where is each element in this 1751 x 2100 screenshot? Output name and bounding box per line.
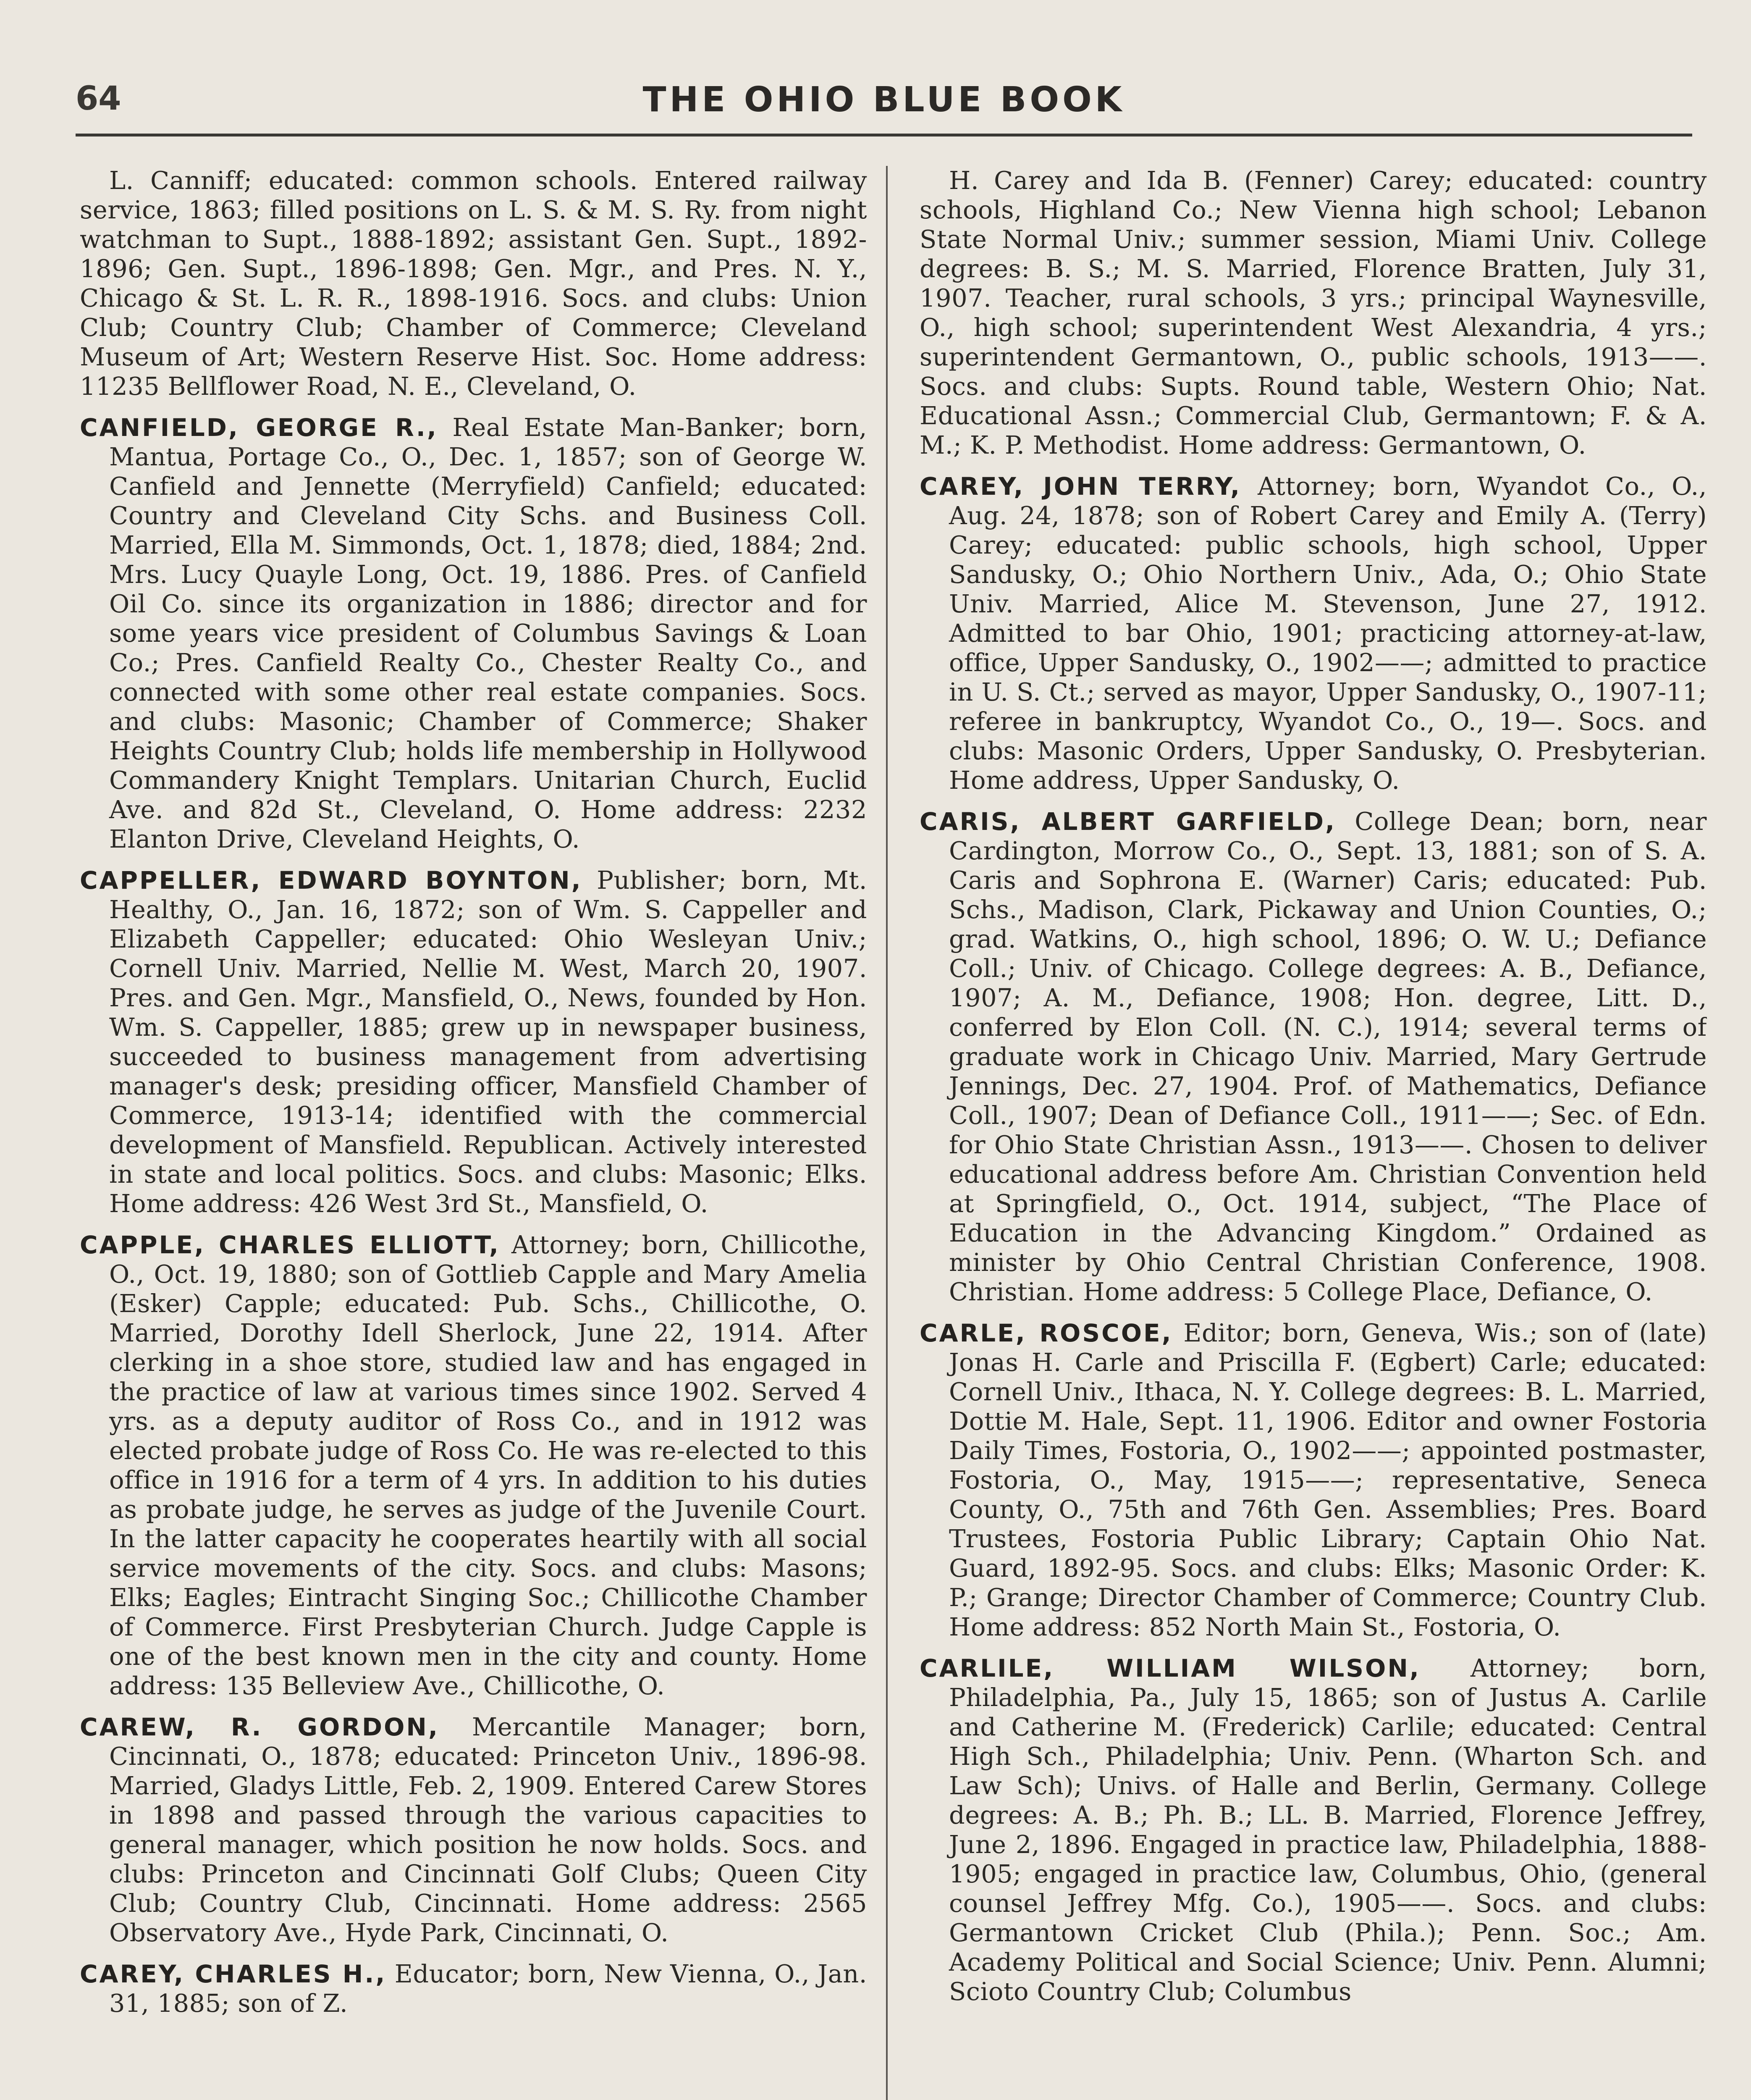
biography-entry (80, 413, 867, 854)
biography-entry-continued (80, 166, 867, 401)
entry-name: CAREW, R. GORDON, (80, 1713, 439, 1741)
entry-name: CANFIELD, GEORGE R., (80, 413, 438, 442)
biography-entry (80, 866, 867, 1218)
entry-text: Attorney; born, Philadelphia, Pa., July 15, 1865; son of Justus A. Carlile and Catherine M. (Frederick) Carlile; educated: Central High Sch., Philadelphia; Univ. Penn. (Wharton Sch. and Law Sch); Univs. of Halle and Berlin, Germany. College degrees: A. B.; Ph. B.; LL. B. Married, Florence Jeffrey, June 2, 1896. Engaged in practice law, Philadelphia, 1888-1905; engaged in practice law, Columbus, Ohio, (general counsel Jeffrey Mfg. Co.), 1905——. Socs. and clubs: Germantown Cricket Club (Phila.); Penn. Soc.; Am. Academy Political and Social Science; Univ. Penn. Alumni; Scioto Country Club; Columbus (949, 1654, 1707, 2006)
left-column (80, 166, 867, 2100)
page-header (76, 80, 1692, 134)
biography-entry (80, 1230, 867, 1701)
entry-text: Publisher; born, Mt. Healthy, O., Jan. 16, 1872; son of Wm. S. Cappeller and Elizabeth Cappeller; educated: Ohio Wesleyan Univ.; Cornell Univ. Married, Nellie M. West, March 20, 1907. Pres. and Gen. Mgr., Mansfield, O., News, founded by Hon. Wm. S. Cappeller, 1885; grew up in newspaper business, succeeded to business management from advertising manager's desk; presiding officer, Mansfield Chamber of Commerce, 1913-14; identified with the commercial development of Mansfield. Republican. Actively interested in state and local politics. Socs. and clubs: Masonic; Elks. Home address: 426 West 3rd St., Mansfield, O. (109, 866, 867, 1218)
entry-text: Editor; born, Geneva, Wis.; son of (late) Jonas H. Carle and Priscilla F. (Egbert) Carle; educated: Cornell Univ., Ithaca, N. Y. College degrees: B. L. Married, Dottie M. Hale, Sept. 11, 1906. Editor and owner Fostoria Daily Times, Fostoria, O., 1902——; appointed postmaster, Fostoria, O., May, 1915——; representative, Seneca County, O., 75th and 76th Gen. Assemblies; Pres. Board Trustees, Fostoria Public Library; Captain Ohio Nat. Guard, 1892-95. Socs. and clubs: Elks; Masonic Order: K. P.; Grange; Director Chamber of Commerce; Country Club. Home address: 852 North Main St., Fostoria, O. (949, 1318, 1707, 1641)
entry-name: CAPPELLER, EDWARD BOYNTON, (80, 866, 582, 895)
biography-entry-continued (920, 166, 1707, 460)
entry-name: CAPPLE, CHARLES ELLIOTT, (80, 1231, 500, 1259)
entry-text: Mercantile Manager; born, Cincinnati, O., 1878; educated: Princeton Univ., 1896-98. Married, Gladys Little, Feb. 2, 1909. Entered Carew Stores in 1898 and passed through the various capacities to general manager, which position he now holds. Socs. and clubs: Princeton and Cincinnati Golf Clubs; Queen City Club; Country Club, Cincinnati. Home address: 2565 Observatory Ave., Hyde Park, Cincinnati, O. (109, 1712, 867, 1947)
entry-name: CARLILE, WILLIAM WILSON, (920, 1654, 1421, 1683)
biography-entry (920, 807, 1707, 1307)
entry-text: L. Canniff; educated: common schools. Entered railway service, 1863; filled positions on L. S. & M. S. Ry. from night watchman to Supt., 1888-1892; assistant Gen. Supt., 1892-1896; Gen. Supt., 1896-1898; Gen. Mgr., and Pres. N. Y., Chicago & St. L. R. R., 1898-1916. Socs. and clubs: Union Club; Country Club; Chamber of Commerce; Cleveland Museum of Art; Western Reserve Hist. Soc. Home address: 11235 Bellflower Road, N. E., Cleveland, O. (80, 166, 867, 401)
entry-text: Attorney; born, Chillicothe, O., Oct. 19, 1880; son of Gottlieb Capple and Mary Amelia (Esker) Capple; educated: Pub. Schs., Chillicothe, O. Married, Dorothy Idell Sherlock, June 22, 1914. After clerking in a shoe store, studied law and has engaged in the practice of law at various times since 1902. Served 4 yrs. as a deputy auditor of Ross Co., and in 1912 was elected probate judge of Ross Co. He was re-elected to this office in 1916 for a term of 4 yrs. In addition to his duties as probate judge, he serves as judge of the Juvenile Court. In the latter capacity he cooperates heartily with all social service movements of the city. Socs. and clubs: Masons; Elks; Eagles; Eintracht Singing Soc.; Chillicothe Chamber of Commerce. First Presbyterian Church. Judge Capple is one of the best known men in the city and county. Home address: 135 Belleview Ave., Chillicothe, O. (109, 1230, 867, 1700)
entry-text: H. Carey and Ida B. (Fenner) Carey; educated: country schools, Highland Co.; New Vienna high school; Lebanon State Normal Univ.; summer session, Miami Univ. College degrees: B. S.; M. S. Married, Florence Bratten, July 31, 1907. Teacher, rural schools, 3 yrs.; principal Waynesville, O., high school; superintendent West Alexandria, 4 yrs.; superintendent Germantown, O., public schools, 1913——. Socs. and clubs: Supts. Round table, Western Ohio; Nat. Educational Assn.; Commercial Club, Germantown; F. & A. M.; K. P. Methodist. Home address: Germantown, O. (920, 166, 1707, 459)
entry-text: College Dean; born, near Cardington, Morrow Co., O., Sept. 13, 1881; son of S. A. Caris and Sophrona E. (Warner) Caris; educated: Pub. Schs., Madison, Clark, Pickaway and Union Counties, O.; grad. Watkins, O., high school, 1896; O. W. U.; Defiance Coll.; Univ. of Chicago. College degrees: A. B., Defiance, 1907; A. M., Defiance, 1908; Hon. degree, Litt. D., conferred by Elon Coll. (N. C.), 1914; several terms of graduate work in Chicago Univ. Married, Mary Gertrude Jennings, Dec. 27, 1904. Prof. of Mathematics, Defiance Coll., 1907; Dean of Defiance Coll., 1911——; Sec. of Edn. for Ohio State Christian Assn., 1913——. Chosen to deliver educational address before Am. Christian Convention held at Springfield, O., Oct. 1914, subject, “The Place of Education in the Advancing Kingdom.” Ordained as minister by Ohio Central Christian Conference, 1908. Christian. Home address: 5 College Place, Defiance, O. (949, 807, 1707, 1306)
entry-text: Attorney; born, Wyandot Co., O., Aug. 24, 1878; son of Robert Carey and Emily A. (Terry) Carey; educated: public schools, high school, Upper Sandusky, O.; Ohio Northern Univ., Ada, O.; Ohio State Univ. Married, Alice M. Stevenson, June 27, 1912. Admitted to bar Ohio, 1901; practicing attorney-at-law, office, Upper Sandusky, O., 1902——; admitted to practice in U. S. Ct.; served as mayor, Upper Sandusky, O., 1907-11; referee in bankruptcy, Wyandot Co., O., 19—. Socs. and clubs: Masonic Orders, Upper Sandusky, O. Presbyterian. Home address, Upper Sandusky, O. (949, 472, 1707, 795)
column-divider (886, 166, 888, 2100)
entry-name: CARIS, ALBERT GARFIELD, (920, 807, 1337, 836)
page-number: 64 (76, 80, 121, 118)
entry-name: CAREY, CHARLES H., (80, 1960, 387, 1988)
running-head-title: THE OHIO BLUE BOOK (642, 80, 1125, 120)
entry-name: CARLE, ROSCOE, (920, 1319, 1173, 1347)
header-rule (76, 134, 1692, 136)
biography-entry (80, 1712, 867, 1948)
biography-entry (80, 1959, 867, 2018)
entry-name: CAREY, JOHN TERRY, (920, 472, 1241, 501)
entry-text: Real Estate Man-Banker; born, Mantua, Portage Co., O., Dec. 1, 1857; son of George W. Canfield and Jennette (Merryfield) Canfield; educated: Country and Cleveland City Schs. and Business Coll. Married, Ella M. Simmonds, Oct. 1, 1878; died, 1884; 2nd. Mrs. Lucy Quayle Long, Oct. 19, 1886. Pres. of Canfield Oil Co. since its organization in 1886; director and for some years vice president of Columbus Savings & Loan Co.; Pres. Canfield Realty Co., Chester Realty Co., and connected with some other real estate companies. Socs. and clubs: Masonic; Chamber of Commerce; Shaker Heights Country Club; holds life membership in Hollywood Commandery Knight Templars. Unitarian Church, Euclid Ave. and 82d St., Cleveland, O. Home address: 2232 Elanton Drive, Cleveland Heights, O. (109, 413, 867, 853)
right-column (920, 166, 1707, 2100)
biography-entry (920, 1318, 1707, 1642)
entry-text: Educator; born, New Vienna, O., Jan. 31, 1885; son of Z. (109, 1959, 867, 2018)
biography-entry (920, 472, 1707, 795)
biography-entry (920, 1654, 1707, 2006)
